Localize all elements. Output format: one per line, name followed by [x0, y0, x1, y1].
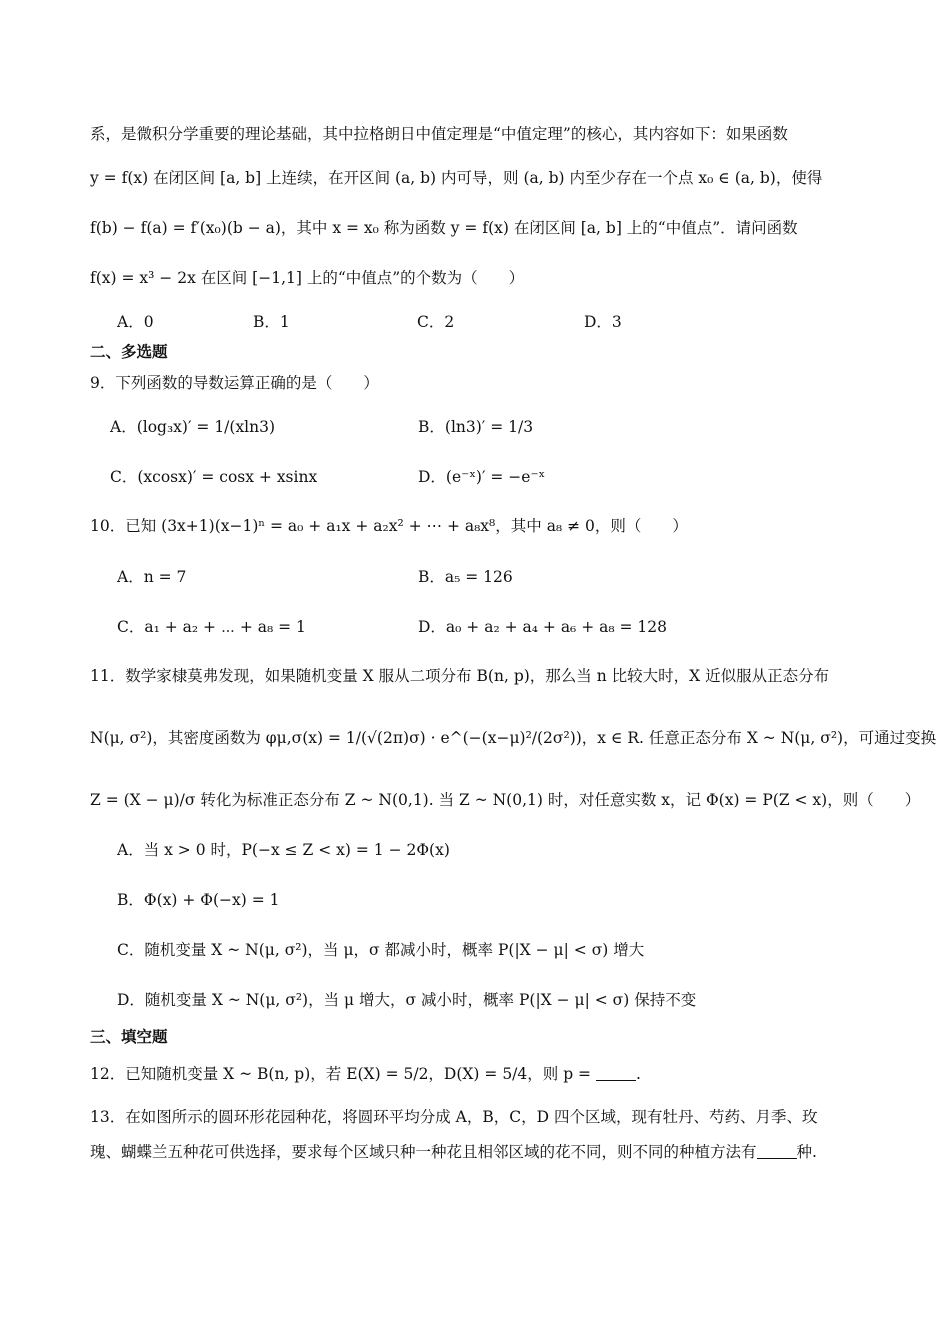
q9-stem: 9．下列函数的导数运算正确的是（ ） [90, 374, 379, 392]
q12-text: 12．已知随机变量 X ~ B(n, p)，若 E(X) = 5/2，D(X) = 5/4，则 p = [90, 1065, 592, 1083]
q10-option-a: A．n = 7 [117, 568, 187, 586]
q8-stem-line-1: 系，是微积分学重要的理论基础，其中拉格朗日中值定理是“中值定理”的核心，其内容如下：如果函数 [90, 125, 788, 143]
q12-stem [90, 1064, 641, 1084]
q9-option-d: D．(e⁻ˣ)′ = −e⁻ˣ [418, 468, 546, 486]
section-heading-multi-choice: 二、多选题 [90, 343, 168, 361]
q8-stem-line-2: y = f(x) 在闭区间 [a, b] 上连续，在开区间 (a, b) 内可导，则 (a, b) 内至少存在一个点 x₀ ∈ (a, b)，使得 [90, 169, 823, 187]
q9-option-b: B．(ln3)′ = 1/3 [418, 418, 534, 436]
q13-text: 瑰、蝴蝶兰五种花可供选择，要求每个区域只种一种花且相邻区域的花不同，则不同的种植方法有 [90, 1143, 757, 1161]
q12-answer-blank[interactable] [596, 1066, 636, 1081]
q9-option-a: A．(log₃x)′ = 1/(xln3) [110, 418, 276, 436]
q8-stem-line-3: f(b) − f(a) = f′(x₀)(b − a)，其中 x = x₀ 称为函数 y = f(x) 在闭区间 [a, b] 上的“中值点”．请问函数 [90, 219, 798, 237]
q10-option-c: C．a₁ + a₂ + ⋯ + a₈ = 1 [117, 618, 306, 636]
q11-option-d: D．随机变量 X ~ N(μ, σ²)，当 μ 增大，σ 减小时，概率 P(|X − μ| < σ) 保持不变 [117, 991, 697, 1009]
q13-stem-line-2 [90, 1142, 817, 1162]
q11-stem-line-3: Z = (X − μ)/σ 转化为标准正态分布 Z ~ N(0,1). 当 Z ~ N(0,1) 时，对任意实数 x，记 Φ(x) = P(Z < x)，则（ ） [90, 791, 921, 809]
q8-option-a: A．0 [117, 313, 154, 331]
q8-option-b: B．1 [253, 313, 290, 331]
q11-option-c: C．随机变量 X ~ N(μ, σ²)，当 μ，σ 都减小时，概率 P(|X − μ| < σ) 增大 [117, 941, 645, 959]
q10-option-b: B．a₅ = 126 [418, 568, 513, 586]
q10-option-d: D．a₀ + a₂ + a₄ + a₆ + a₈ = 128 [418, 618, 667, 636]
section-heading-fill-in: 三、填空题 [90, 1028, 168, 1046]
q8-stem-line-4: f(x) = x³ − 2x 在区间 [−1,1] 上的“中值点”的个数为（ ） [90, 269, 525, 287]
q11-option-b: B．Φ(x) + Φ(−x) = 1 [117, 891, 280, 909]
q13-tail: 种. [796, 1143, 817, 1161]
q13-answer-blank[interactable] [757, 1144, 797, 1159]
q8-option-c: C．2 [417, 313, 455, 331]
q11-stem-line-1: 11．数学家棣莫弗发现，如果随机变量 X 服从二项分布 B(n, p)，那么当 n 比较大时，X 近似服从正态分布 [90, 667, 830, 685]
q10-stem: 10．已知 (3x+1)(x−1)ⁿ = a₀ + a₁x + a₂x² + ⋯ + a₈x⁸，其中 a₈ ≠ 0，则（ ） [90, 517, 688, 535]
q13-stem-line-1: 13．在如图所示的圆环形花园种花，将圆环平均分成 A，B，C，D 四个区域，现有牡丹、芍药、月季、玫 [90, 1108, 818, 1126]
q8-option-d: D．3 [584, 313, 622, 331]
q11-option-a: A．当 x > 0 时，P(−x ≤ Z < x) = 1 − 2Φ(x) [117, 841, 450, 859]
q11-stem-line-2: N(μ, σ²)，其密度函数为 φμ,σ(x) = 1/(√(2π)σ) · e^(−(x−μ)²/(2σ²))，x ∈ R. 任意正态分布 X ~ N(μ, σ²)，可通过变换 [90, 729, 937, 747]
q9-option-c: C．(xcosx)′ = cosx + xsinx [110, 468, 318, 486]
q12-tail: . [635, 1065, 641, 1083]
